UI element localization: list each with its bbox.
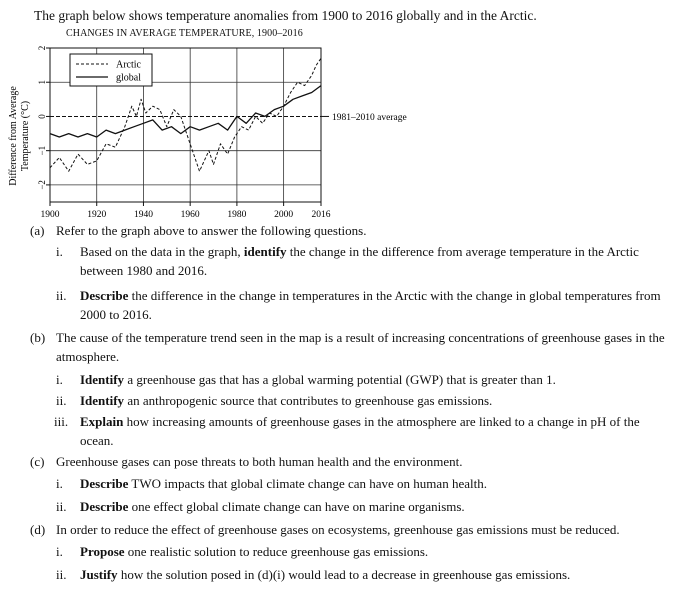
- question-d-i: [30, 542, 675, 561]
- average-line-label: 1981–2010 average: [332, 112, 407, 123]
- x-tick-label: 1940: [133, 210, 153, 220]
- question-a-i: [30, 242, 675, 280]
- question-list: [30, 221, 675, 584]
- question-d-text: In order to reduce the effect of greenhouse gases on ecosystems, greenhouse gas emissions must be reduced.: [56, 522, 620, 537]
- series-line-global: [50, 86, 321, 137]
- question-c-i-label: i.: [56, 476, 63, 491]
- question-d-ii-verb: Justify: [80, 567, 118, 582]
- question-b-ii-text: an anthropogenic source that contributes to greenhouse gas emissions.: [124, 393, 493, 408]
- y-axis-label-line2: Temperature (°C): [20, 100, 31, 172]
- y-tick-label: 1: [37, 79, 47, 85]
- question-c: [30, 452, 675, 471]
- y-tick-label: 2: [37, 45, 47, 51]
- question-b-iii-text: how increasing amounts of greenhouse gases in the atmosphere are linked to a change in pH of the ocean.: [80, 414, 640, 448]
- question-b-iii: [30, 412, 675, 450]
- x-tick-label: 2016: [311, 210, 331, 220]
- question-a: [30, 221, 675, 240]
- question-c-i-text: TWO impacts that global climate change can have on human health.: [128, 476, 487, 491]
- question-b-iii-label: iii.: [54, 414, 69, 429]
- legend-label-global: global: [116, 72, 141, 84]
- question-b: [30, 328, 675, 366]
- x-tick-label: 2000: [274, 210, 294, 220]
- question-b-i-verb: Identify: [80, 372, 125, 387]
- question-a-i-text: the change in the difference from average temperature in the Arctic between 1980 and 2016.: [80, 244, 639, 278]
- y-axis-label-line1: Difference from Average: [8, 86, 19, 186]
- question-c-ii-verb: Describe: [80, 499, 129, 514]
- legend-label-arctic: Arctic: [116, 59, 141, 71]
- x-tick-label: 1920: [87, 210, 107, 220]
- question-b-ii-verb: Identify: [80, 393, 125, 408]
- question-d: [30, 520, 675, 539]
- y-tick-label: −1: [37, 145, 47, 156]
- question-b-text: The cause of the temperature trend seen in the map is a result of increasing concentrations of greenhouse gases in the atmosphere.: [56, 330, 665, 364]
- question-d-ii: [30, 565, 675, 584]
- question-d-i-verb: Propose: [80, 544, 125, 559]
- question-d-i-label: i.: [56, 544, 63, 559]
- question-d-label: (d): [30, 522, 46, 537]
- chart-title: CHANGES IN AVERAGE TEMPERATURE, 1900–2016: [66, 28, 303, 39]
- question-a-text: Refer to the graph above to answer the following questions.: [56, 223, 367, 238]
- question-b-label: (b): [30, 330, 46, 345]
- question-b-i-label: i.: [56, 372, 63, 387]
- question-d-ii-text: how the solution posed in (d)(i) would lead to a decrease in greenhouse gas emissions.: [117, 567, 571, 582]
- x-tick-label: 1900: [40, 210, 60, 220]
- question-a-ii-label: ii.: [56, 288, 67, 303]
- y-tick-label: −2: [37, 180, 47, 190]
- question-b-i-text: a greenhouse gas that has a global warming potential (GWP) that is greater than 1.: [124, 372, 556, 387]
- question-a-ii: [30, 286, 675, 324]
- question-c-text: Greenhouse gases can pose threats to both human health and the environment.: [56, 454, 463, 469]
- chart-legend: [70, 54, 152, 86]
- question-a-ii-text: the difference in the change in temperatures in the Arctic with the change in global temperatures from 2000 to 2016.: [80, 288, 661, 322]
- question-c-label: (c): [30, 454, 45, 469]
- question-a-i-label: i.: [56, 244, 63, 259]
- y-tick-label: 0: [37, 114, 47, 119]
- question-d-ii-label: ii.: [56, 567, 67, 582]
- question-b-ii-label: ii.: [56, 393, 67, 408]
- x-tick-label: 1960: [180, 210, 200, 220]
- question-d-i-text: one realistic solution to reduce greenhouse gas emissions.: [124, 544, 429, 559]
- question-a-i-pre: Based on the data in the graph,: [80, 244, 244, 259]
- question-b-iii-verb: Explain: [80, 414, 124, 429]
- intro-text: The graph below shows temperature anomalies from 1900 to 2016 globally and in the Arctic.: [34, 8, 537, 23]
- temperature-anomaly-chart: [0, 38, 440, 220]
- question-a-label: (a): [30, 223, 45, 238]
- question-c-i-verb: Describe: [80, 476, 129, 491]
- question-a-ii-verb: Describe: [80, 288, 129, 303]
- x-tick-label: 1980: [227, 210, 247, 220]
- question-c-i: [30, 474, 675, 493]
- question-c-ii-label: ii.: [56, 499, 67, 514]
- question-a-i-verb: identify: [243, 244, 287, 259]
- question-c-ii-text: one effect global climate change can have on marine organisms.: [128, 499, 465, 514]
- question-b-i: [30, 370, 675, 389]
- question-b-ii: [30, 391, 675, 410]
- question-c-ii: [30, 497, 675, 516]
